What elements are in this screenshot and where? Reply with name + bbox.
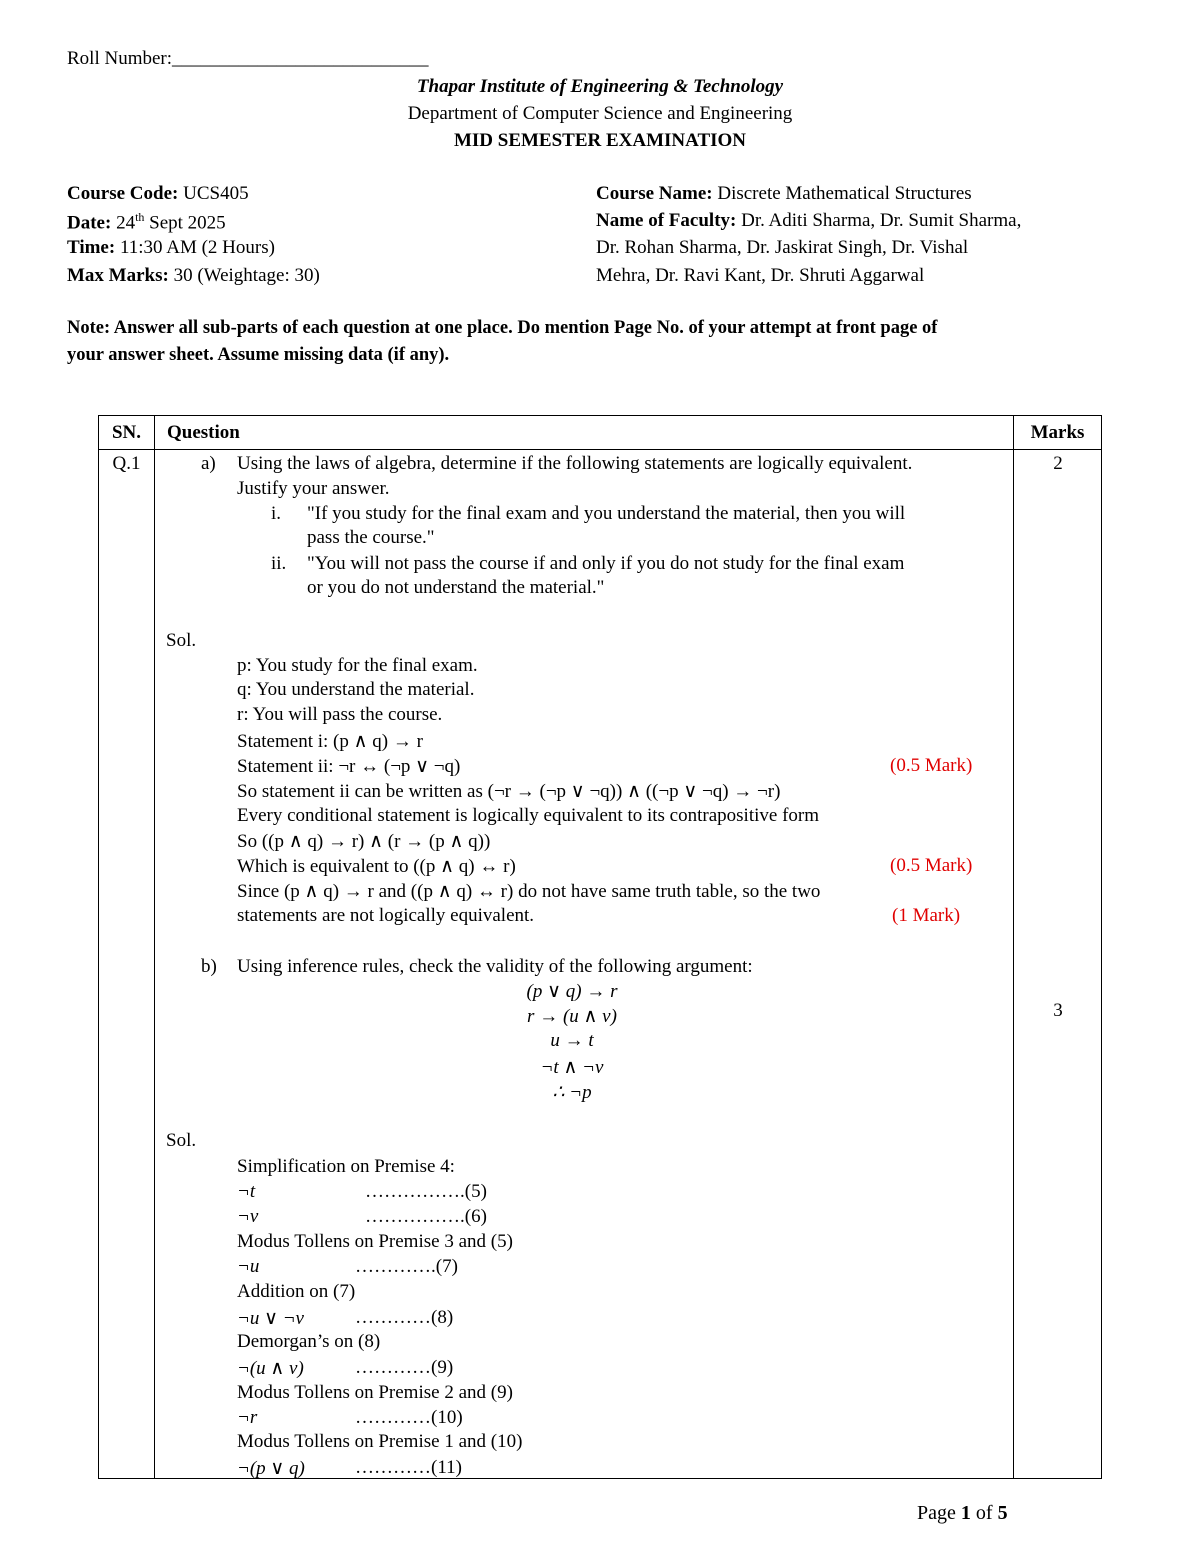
exam-title: MID SEMESTER EXAMINATION [453,130,747,151]
marks-b: 3 [1053,1000,1063,1021]
date-day: 24 [116,212,136,234]
sol-b-step-ref: …………(10) [355,1407,463,1428]
q1b-label: b) [201,956,217,977]
note-line-2: your answer sheet. Assume missing data (if any). [67,345,450,365]
time-label: Time: [67,237,116,258]
sol-a-line: Statement i: (p ∧ q) → r [237,731,423,752]
header-sn: SN. [99,416,155,450]
sol-b-step-ref: ………….(7) [355,1256,458,1277]
sn-value: Q.1 [112,453,141,474]
faculty-names-1: Dr. Aditi Sharma, Dr. Sumit Sharma, [741,210,1022,231]
note-line-1: Note: Answer all sub-parts of each question at one place. Do mention Page No. of your attempt at front page of [67,318,938,338]
conclusion: ∴ ¬p [552,1082,592,1103]
sol-b-step: ¬(u ∧ v) [237,1358,304,1379]
course-code [67,183,249,205]
q1a-i-line-1: "If you study for the final exam and you understand the material, then you will [307,503,906,524]
sol-a-line: statements are not logically equivalent. [237,905,535,926]
course-code-label: Course Code: [67,183,179,204]
sol-a-mark-1: (0.5 Mark) [890,755,973,776]
max-marks-label: Max Marks: [67,265,169,286]
sol-a-line: So statement ii can be written as (¬r → (¬p ∨ ¬q)) ∧ ((¬p ∨ ¬q) → ¬r) [237,781,781,802]
sol-b-step: ¬t [237,1181,256,1202]
marks-content [1014,450,1101,1478]
sol-b-step: ¬u [237,1256,260,1277]
sol-b-step: Simplification on Premise 4: [237,1156,455,1177]
sol-a-line: Every conditional statement is logically equivalent to its contrapositive form [237,805,819,826]
q1b-text: Using inference rules, check the validity of the following argument: [237,956,753,977]
marks-cell [1014,450,1102,1479]
sol-b-step: Modus Tollens on Premise 2 and (9) [237,1382,513,1403]
roll-number-label: Roll Number: [67,48,173,69]
q1a-i-label: i. [271,503,282,524]
premise: u → t [550,1030,594,1051]
date-label: Date: [67,212,112,234]
course-name [596,183,972,205]
exam-time [67,237,275,259]
q1a-ii-line-1: "You will not pass the course if and only if you do not study for the final exam [307,553,905,574]
sol-b-step: Modus Tollens on Premise 1 and (10) [237,1431,523,1452]
course-name-value: Discrete Mathematical Structures [717,183,972,204]
sol-a-line: Statement ii: ¬r ↔ (¬p ∨ ¬q) [237,756,461,777]
date-rest: Sept 2025 [149,212,226,234]
sol-b-step: Addition on (7) [237,1281,356,1302]
institute-title: Thapar Institute of Engineering & Technology [416,76,784,97]
sn-cell [99,450,155,1479]
time-value: 11:30 AM (2 Hours) [119,237,275,258]
q1a-label: a) [201,453,216,474]
sol-b-step-ref: …………….(5) [365,1181,487,1202]
page-total: 5 [997,1502,1008,1524]
faculty-line-2: Dr. Rohan Sharma, Dr. Jaskirat Singh, Dr. Vishal [596,237,969,258]
premise: (p ∨ q) → r [526,981,618,1002]
sol-b-step: ¬(p ∨ q) [237,1458,305,1479]
q1a-line-2: Justify your answer. [237,478,390,499]
sol-a-line: r: You will pass the course. [237,704,443,725]
header-marks: Marks [1014,416,1102,450]
sol-b-step: ¬u ∨ ¬v [237,1308,304,1329]
page-number [917,1502,1008,1525]
sol-a-line: q: You understand the material. [237,679,475,700]
max-marks [67,265,320,287]
sol-a-line: p: You study for the final exam. [237,655,478,676]
q1a-i-line-2: pass the course." [307,527,435,548]
department-title: Department of Computer Science and Engineering [407,103,793,124]
page-current: 1 [960,1502,971,1524]
sol-b-step: ¬v [237,1206,259,1227]
max-marks-value: 30 (Weightage: 30) [173,265,320,286]
sol-b-step: Modus Tollens on Premise 3 and (5) [237,1231,513,1252]
page-label: Page [917,1502,956,1524]
sol-b-step-ref: …………(8) [355,1307,454,1328]
q1a-ii-line-2: or you do not understand the material." [307,577,605,598]
faculty-line-1 [596,210,1021,232]
course-name-label: Course Name: [596,183,713,204]
exam-date [67,210,226,234]
faculty-line-3: Mehra, Dr. Ravi Kant, Dr. Shruti Aggarwal [596,265,925,286]
sol-b-step: ¬r [237,1407,258,1428]
roll-number-blank: ___________________________ [172,48,429,69]
sol-a-line: Which is equivalent to ((p ∧ q) ↔ r) [237,856,516,877]
premise: ¬t ∧ ¬v [540,1057,604,1078]
q1a-line-1: Using the laws of algebra, determine if the following statements are logically equivalent. [237,453,913,474]
sol-b-step-ref: …………(9) [355,1357,454,1378]
sol-b-label: Sol. [166,1130,197,1151]
sol-a-mark-3: (1 Mark) [892,905,961,926]
sol-b-step: Demorgan’s on (8) [237,1331,381,1352]
sol-a-line: So ((p ∧ q) → r) ∧ (r → (p ∧ q)) [237,831,491,852]
q1a-ii-label: ii. [271,553,287,574]
sol-a-line: Since (p ∧ q) → r and ((p ∧ q) ↔ r) do not have same truth table, so the two [237,881,821,902]
page-of: of [975,1502,993,1524]
marks-a: 2 [1053,453,1063,474]
sol-a-label: Sol. [166,630,197,651]
roll-number-field [67,48,429,70]
sol-b-step-ref: …………(11) [355,1457,462,1478]
header-question: Question [155,416,1014,450]
premise: r → (u ∧ v) [527,1006,617,1027]
sol-b-step-ref: …………….(6) [365,1206,487,1227]
course-code-value: UCS405 [183,183,249,204]
sol-a-mark-2: (0.5 Mark) [890,855,973,876]
faculty-label: Name of Faculty: [596,210,737,231]
date-sup: th [135,210,145,224]
